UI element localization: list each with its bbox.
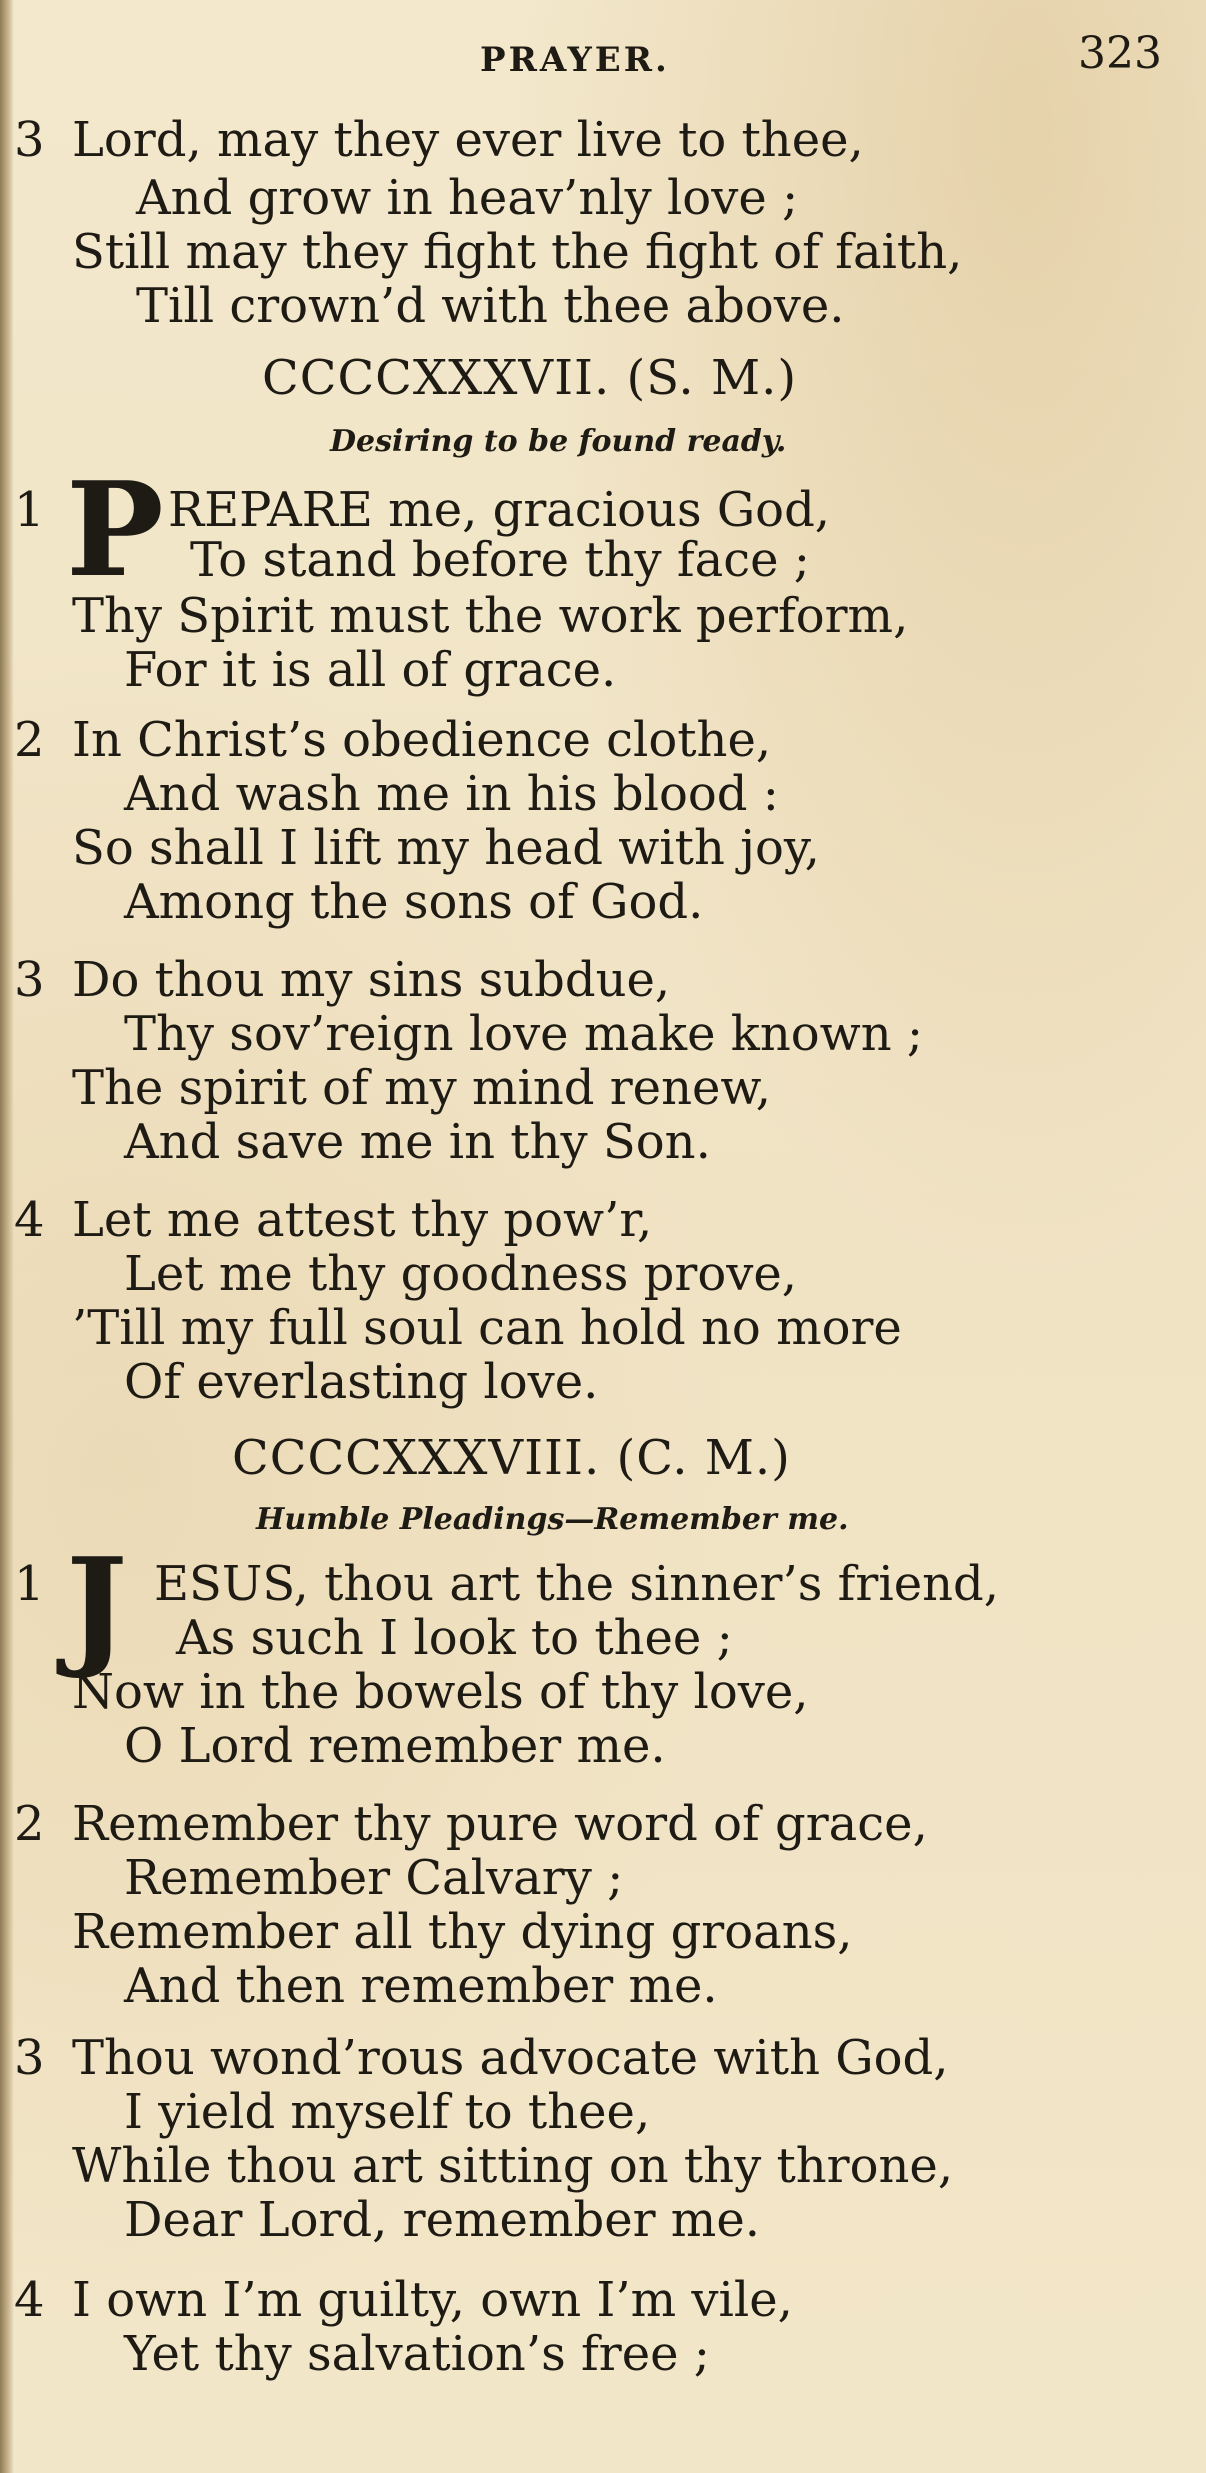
- verse-line: So shall I lift my head with joy,: [72, 820, 820, 876]
- verse-line: As such I look to thee ;: [176, 1610, 733, 1666]
- running-head: PRAYER.: [480, 40, 670, 80]
- stanza-number: 2: [14, 712, 45, 768]
- verse-line: The spirit of my mind renew,: [72, 1060, 772, 1116]
- stanza-number: 4: [14, 2272, 45, 2328]
- verse-line: Lord, may they ever live to thee,: [72, 112, 864, 168]
- drop-cap: J: [66, 1529, 128, 1682]
- verse-line: Among the sons of God.: [124, 874, 704, 930]
- verse-line: Yet thy salvation’s free ;: [124, 2326, 710, 2382]
- drop-cap: P: [66, 453, 164, 606]
- verse-line: Dear Lord, remember me.: [124, 2192, 760, 2248]
- stanza-number: 3: [14, 2030, 45, 2086]
- stanza-number: 3: [14, 952, 45, 1008]
- verse-line: Till crown’d with thee above.: [136, 278, 845, 334]
- verse-line: Still may they fight the fight of faith,: [72, 224, 963, 280]
- page-gutter: [0, 0, 14, 2473]
- verse-line: To stand before thy face ;: [190, 532, 810, 588]
- verse-line: And then remember me.: [124, 1958, 718, 2014]
- verse-line: Remember Calvary ;: [124, 1850, 624, 1906]
- verse-line: I yield myself to thee,: [124, 2084, 651, 2140]
- verse-line: O Lord remember me.: [124, 1718, 666, 1774]
- verse-line: ’Till my full soul can hold no more: [72, 1300, 902, 1356]
- verse-line: Of everlasting love.: [124, 1354, 599, 1410]
- verse-line: Let me thy goodness prove,: [124, 1246, 798, 1302]
- stanza-number: 2: [14, 1796, 45, 1852]
- stanza-number: 3: [14, 112, 45, 168]
- stanza-number: 4: [14, 1192, 45, 1248]
- verse-line: Remember all thy dying groans,: [72, 1904, 853, 1960]
- hymn-subtitle: Humble Pleadings—Remember me.: [256, 1502, 849, 1537]
- verse-line: Remember thy pure word of grace,: [72, 1796, 928, 1852]
- verse-line: And save me in thy Son.: [124, 1114, 711, 1170]
- verse-line: While thou art sitting on thy throne,: [72, 2138, 954, 2194]
- verse-line: ESUS, thou art the sinner’s friend,: [154, 1556, 999, 1612]
- page-number: 323: [1078, 28, 1162, 79]
- verse-line: Thy sov’reign love make known ;: [124, 1006, 924, 1062]
- hymn-subtitle: Desiring to be found ready.: [330, 424, 787, 459]
- verse-line: And wash me in his blood :: [124, 766, 779, 822]
- verse-line: And grow in heav’nly love ;: [136, 170, 799, 226]
- verse-line: I own I’m guilty, own I’m vile,: [72, 2272, 793, 2328]
- verse-line: Now in the bowels of thy love,: [72, 1664, 809, 1720]
- verse-line: Do thou my sins subdue,: [72, 952, 671, 1008]
- verse-line: Let me attest thy pow’r,: [72, 1192, 653, 1248]
- hymn-title: CCCCXXXVIII. (C. M.): [232, 1430, 791, 1486]
- stanza-number: 1: [14, 482, 45, 538]
- verse-line: REPARE me, gracious God,: [168, 482, 831, 538]
- hymn-title: CCCCXXXVII. (S. M.): [262, 350, 798, 406]
- verse-line: For it is all of grace.: [124, 642, 617, 698]
- verse-line: In Christ’s obedience clothe,: [72, 712, 772, 768]
- verse-line: Thy Spirit must the work perform,: [72, 588, 909, 644]
- verse-line: Thou wond’rous advocate with God,: [72, 2030, 949, 2086]
- stanza-number: 1: [14, 1556, 45, 1612]
